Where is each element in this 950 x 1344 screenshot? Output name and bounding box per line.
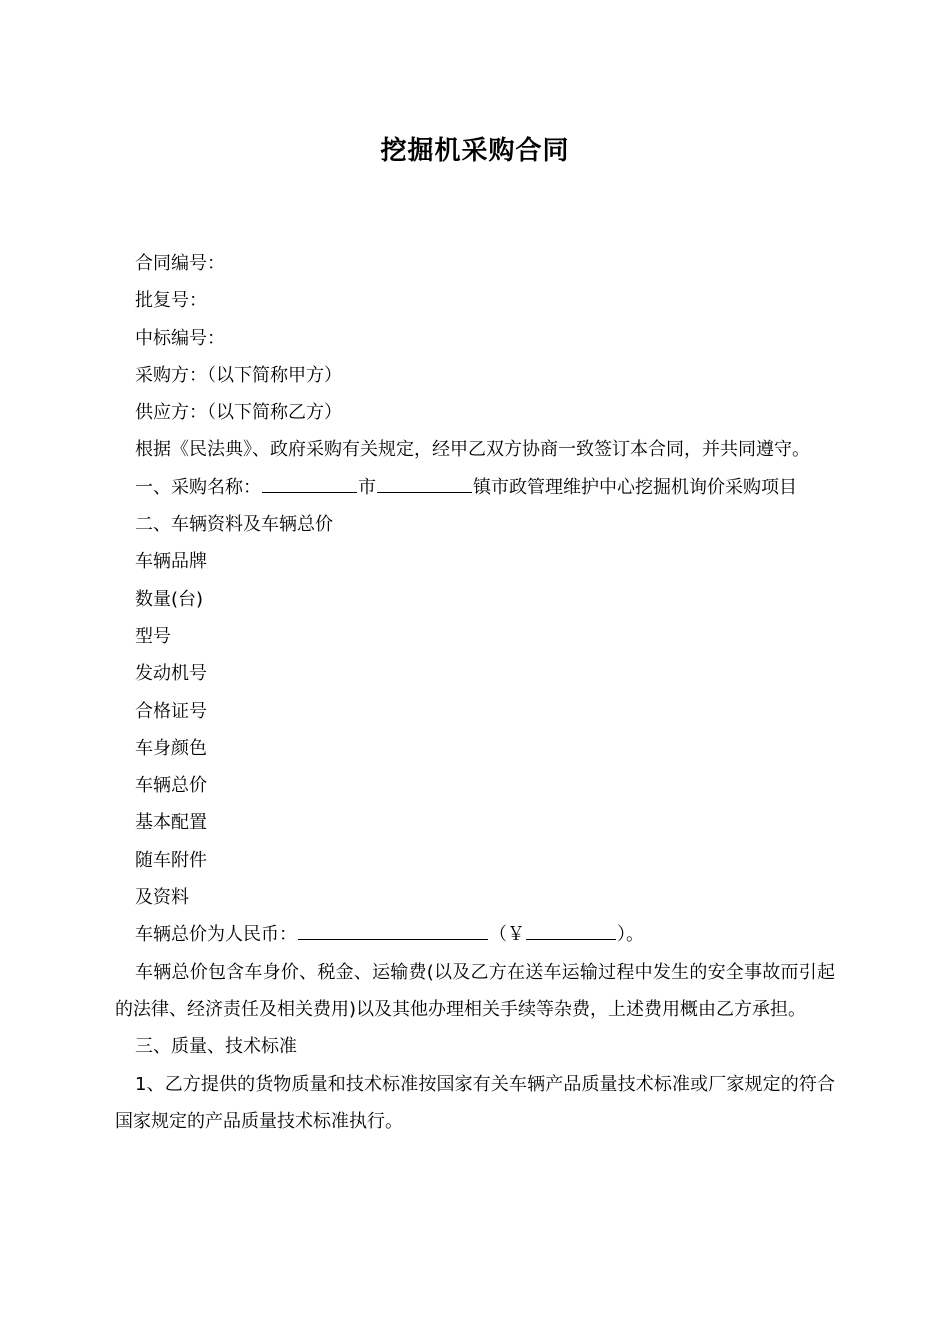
vehicle-item: 及资料 [135,887,189,909]
document-body [115,245,835,1140]
vehicle-item: 合格证号 [135,700,207,722]
bid-number-field: 中标编号： [135,327,225,349]
city-blank [262,474,357,493]
total-price-figure-blank [526,921,616,940]
approval-number-field: 批复号： [135,290,207,312]
vehicle-item: 车辆总价 [135,775,207,797]
section1-prefix: 一、采购名称： [135,476,261,498]
section3-clause1: 1、乙方提供的货物质量和技术标准按国家有关车辆产品质量技术标准或厂家规定的符合国家规定的产品质量技术标准执行。 [115,1073,835,1132]
purchaser-field: 采购方：（以下简称甲方） [135,364,342,386]
vehicle-item: 发动机号 [135,663,207,685]
total-price-words-blank [298,921,488,940]
vehicle-item: 基本配置 [135,812,207,834]
section2-heading: 二、车辆资料及车辆总价 [135,514,333,536]
supplier-field: 供应方：（以下简称乙方） [135,402,342,424]
document-title: 挖掘机采购合同 [380,136,570,166]
total-price-note: 车辆总价包含车身价、税金、运输费(以及乙方在送车运输过程中发生的安全事故而引起的法律、经济责任及相关费用)以及其他办理相关手续等杂费，上述费用概由乙方承担。 [115,961,835,1020]
section1-procurement-name [115,469,835,506]
total-price-prefix: 车辆总价为人民币： [135,924,297,946]
total-price-mid: （￥ [489,924,525,946]
vehicle-item: 随车附件 [135,849,207,871]
preamble-paragraph: 根据《民法典》、政府采购有关规定，经甲乙双方协商一致签订本合同，并共同遵守。 [135,439,810,461]
vehicle-item: 型号 [135,625,171,647]
vehicle-item: 数量(台) [135,588,204,610]
section1-suffix: 镇市政管理维护中心挖掘机询价采购项目 [473,476,797,498]
vehicle-item: 车辆品牌 [135,551,207,573]
total-price-line [115,916,835,953]
section1-city: 市 [358,476,376,498]
vehicle-item: 车身颜色 [135,737,207,759]
contract-number-field: 合同编号： [135,253,225,274]
section3-heading: 三、质量、技术标准 [135,1036,297,1058]
town-blank [377,474,472,493]
total-price-suffix: ）。 [617,924,644,946]
